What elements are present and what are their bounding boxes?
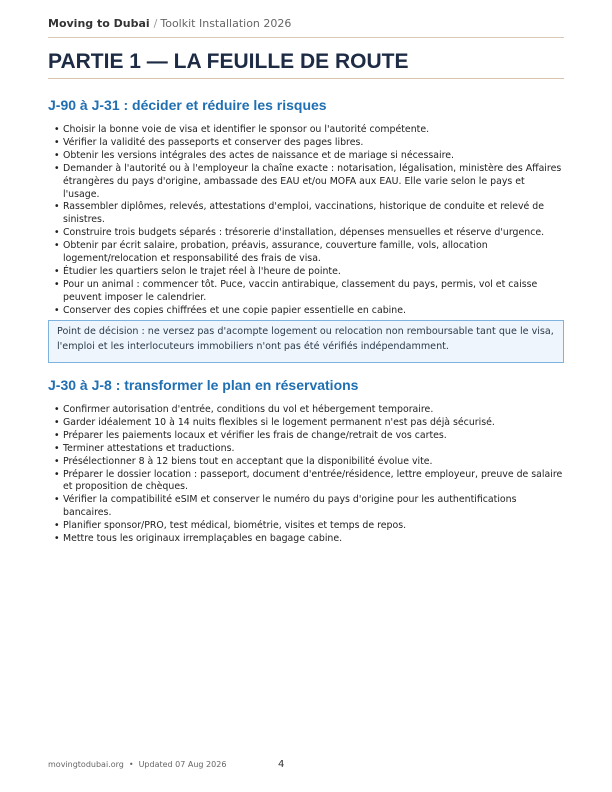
list-item: • Préparer les paiements locaux et vérifier les frais de change/retrait de vos cartes.	[54, 429, 447, 441]
section-heading: J-30 à J-8 : transformer le plan en réservations	[48, 377, 359, 393]
footer-site-link[interactable]: movingtodubai.org	[48, 760, 124, 769]
section-j90-j31	[48, 96, 564, 318]
list-item-text: Vérifier la compatibilité eSIM et conserver le numéro du pays d'origine pour les authentifications bancaires.	[63, 494, 517, 519]
running-header	[48, 15, 564, 38]
list-item-text: Étudier les quartiers selon le trajet réel à l'heure de pointe.	[63, 265, 341, 277]
list-item-text: Conserver des copies chiffrées et une copie papier essentielle en cabine.	[63, 304, 406, 316]
list-item: • Préparer le dossier location : passeport, document d'entrée/résidence, lettre employeur, preuve de salaire et proposition de chèques.	[54, 468, 563, 493]
header-brand: Moving to Dubai	[48, 17, 150, 30]
bullet-list	[48, 124, 564, 318]
header-separator: /	[153, 17, 158, 30]
list-item: • Planifier sponsor/PRO, test médical, biométrie, visites et temps de repos.	[54, 520, 407, 532]
list-item-text: Préparer le dossier location : passeport, document d'entrée/résidence, lettre employeur, preuve de salaire et proposition de chèques.	[63, 468, 563, 493]
list-item-text: Obtenir les versions intégrales des actes de naissance et de mariage si nécessaire.	[63, 149, 455, 161]
list-item-text: Présélectionner 8 à 12 biens tout en acceptant que la disponibilité évolue vite.	[63, 455, 433, 467]
list-item-text: Terminer attestations et traductions.	[63, 442, 235, 454]
list-item-text: Planifier sponsor/PRO, test médical, biométrie, visites et temps de repos.	[63, 520, 407, 532]
footer-separator: •	[128, 760, 134, 769]
list-item-text: Mettre tous les originaux irremplaçables en bagage cabine.	[63, 533, 343, 545]
header-subtitle: Toolkit Installation 2026	[160, 17, 292, 30]
list-item-text: Vérifier la validité des passeports et conserver des pages libres.	[63, 136, 364, 148]
list-item-text: Demander à l'autorité ou à l'employeur la chaîne exacte : notarisation, légalisation, ministère des Affaires étrangères du pays d'origine, ambassade des EAU et/ou MOFA aux EAU. Elle varie selon le pays et l'usage.	[63, 162, 562, 200]
list-item: • Confirmer autorisation d'entrée, conditions du vol et hébergement temporaire.	[54, 404, 434, 415]
section-heading: J-90 à J-31 : décider et réduire les risques	[48, 97, 327, 113]
running-footer	[48, 760, 226, 769]
bullet-list	[48, 404, 564, 546]
list-item: • Choisir la bonne voie de visa et identifier le sponsor ou l'autorité compétente.	[54, 124, 430, 135]
list-item-text: Obtenir par écrit salaire, probation, préavis, assurance, couverture famille, vols, allocation logement/relocation et responsabilité des frais de visa.	[63, 240, 488, 265]
list-item: • Vérifier la compatibilité eSIM et conserver le numéro du pays d'origine pour les authentifications bancaires.	[54, 494, 517, 519]
page-title: PARTIE 1 — LA FEUILLE DE ROUTE	[48, 50, 564, 79]
list-item-text: Rassembler diplômes, relevés, attestations d'emploi, vaccinations, historique de conduite et relevé de sinistres.	[63, 201, 545, 226]
list-item: • Pour un animal : commencer tôt. Puce, vaccin antirabique, classement du pays, permis, vol et caisse peuvent imposer le calendrier.	[54, 278, 538, 303]
list-item-text: Garder idéalement 10 à 14 nuits flexibles si le logement permanent n'est pas déjà sécurisé.	[63, 416, 495, 428]
list-item: • Garder idéalement 10 à 14 nuits flexibles si le logement permanent n'est pas déjà sécurisé.	[54, 416, 495, 428]
footer-updated: Updated 07 Aug 2026	[138, 760, 227, 769]
list-item: • Conserver des copies chiffrées et une copie papier essentielle en cabine.	[54, 304, 406, 316]
list-item: • Construire trois budgets séparés : trésorerie d'installation, dépenses mensuelles et réserve d'urgence.	[54, 227, 545, 239]
list-item-text: Construire trois budgets séparés : trésorerie d'installation, dépenses mensuelles et réserve d'urgence.	[63, 227, 545, 239]
list-item: • Terminer attestations et traductions.	[54, 442, 235, 454]
list-item: • Mettre tous les originaux irremplaçables en bagage cabine.	[54, 533, 343, 545]
section-j30-j8	[48, 376, 564, 546]
decision-callout: Point de décision : ne versez pas d'acompte logement ou relocation non remboursable tant que le visa, l'emploi et les interlocuteurs immobiliers n'ont pas été vérifiés indépendamment.	[48, 320, 564, 363]
list-item-text: Choisir la bonne voie de visa et identifier le sponsor ou l'autorité compétente.	[63, 124, 430, 135]
list-item: • Obtenir par écrit salaire, probation, préavis, assurance, couverture famille, vols, allocation logement/relocation et responsabilité des frais de visa.	[54, 240, 488, 265]
list-item-text: Pour un animal : commencer tôt. Puce, vaccin antirabique, classement du pays, permis, vol et caisse peuvent imposer le calendrier.	[63, 278, 538, 303]
list-item: • Rassembler diplômes, relevés, attestations d'emploi, vaccinations, historique de conduite et relevé de sinistres.	[54, 201, 545, 226]
list-item: • Demander à l'autorité ou à l'employeur la chaîne exacte : notarisation, légalisation, ministère des Affaires étrangères du pays d'origine, ambassade des EAU et/ou MOFA aux EAU. Elle varie selon le pays et l'usage.	[54, 162, 562, 200]
list-item: • Étudier les quartiers selon le trajet réel à l'heure de pointe.	[54, 265, 341, 277]
list-item-text: Confirmer autorisation d'entrée, conditions du vol et hébergement temporaire.	[63, 404, 434, 415]
page-number: 4	[278, 759, 285, 770]
list-item-text: Préparer les paiements locaux et vérifier les frais de change/retrait de vos cartes.	[63, 429, 447, 441]
list-item: • Présélectionner 8 à 12 biens tout en acceptant que la disponibilité évolue vite.	[54, 455, 433, 467]
list-item: • Vérifier la validité des passeports et conserver des pages libres.	[54, 136, 364, 148]
list-item: • Obtenir les versions intégrales des actes de naissance et de mariage si nécessaire.	[54, 149, 455, 161]
